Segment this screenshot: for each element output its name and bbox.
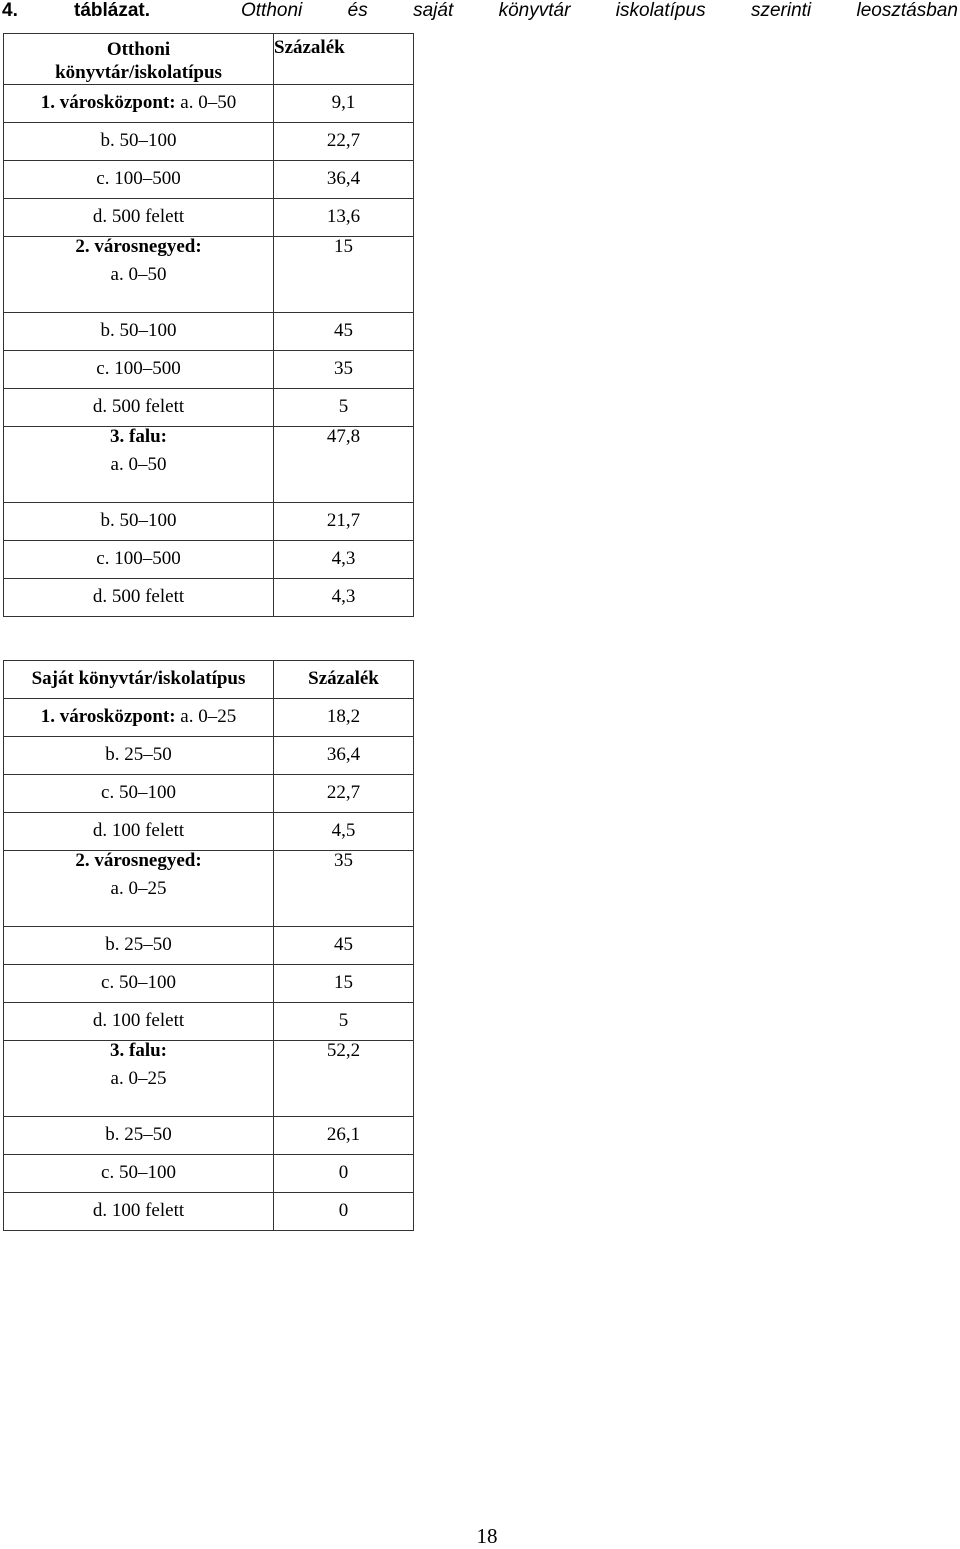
caption-label: táblázat.: [74, 0, 151, 21]
range-label: d. 500 felett: [92, 206, 185, 227]
range-label: d. 500 felett: [92, 396, 185, 417]
row-percent: [274, 85, 414, 123]
row-category: [4, 851, 274, 927]
header-percent: [274, 34, 414, 85]
header-text: Otthoni könyvtár/iskolatípus: [55, 39, 222, 83]
header-category: [4, 34, 274, 85]
table-row: [4, 1041, 414, 1117]
range-label: a. 0–50: [110, 264, 167, 285]
category-text: [4, 813, 273, 840]
table-row: [4, 503, 414, 541]
row-category: [4, 927, 274, 965]
range-label: b. 50–100: [100, 130, 177, 151]
row-percent: [274, 775, 414, 813]
row-category: [4, 161, 274, 199]
row-percent: [274, 161, 414, 199]
row-category: [4, 199, 274, 237]
range-label: a. 0–50: [110, 454, 167, 475]
row-category: [4, 1117, 274, 1155]
range-label: c. 50–100: [101, 1162, 176, 1183]
table-row: [4, 427, 414, 503]
row-percent: [274, 389, 414, 427]
percent-value: 45: [334, 320, 353, 341]
page-number: 18: [476, 1524, 498, 1548]
category-text: [4, 351, 273, 378]
category-text: [4, 503, 273, 530]
range-label: d. 500 felett: [92, 586, 185, 607]
range-label: b. 25–50: [105, 1124, 172, 1145]
row-percent: [274, 699, 414, 737]
row-percent: [274, 965, 414, 1003]
percent-value: 5: [338, 1010, 349, 1031]
row-category: [4, 427, 274, 503]
table-row: [4, 775, 414, 813]
row-category: [4, 237, 274, 313]
group-heading: 1. városközpont:: [40, 706, 176, 727]
percent-value: 5: [338, 396, 349, 417]
percent-value: 47,8: [326, 426, 361, 447]
range-label: c. 100–500: [96, 168, 181, 189]
row-category: [4, 965, 274, 1003]
caption-word: iskolatípus: [615, 0, 706, 21]
percent-value: 9,1: [331, 92, 356, 113]
category-text: [4, 541, 273, 568]
percent-value: 52,2: [326, 1040, 361, 1061]
category-text: [4, 161, 273, 188]
percent-value: 35: [334, 358, 353, 379]
header-text: Saját könyvtár/iskolatípus: [31, 668, 246, 689]
percent-value: 26,1: [326, 1124, 361, 1145]
table-row: [4, 699, 414, 737]
row-category: [4, 737, 274, 775]
row-percent: [274, 351, 414, 389]
table-row: [4, 351, 414, 389]
row-category: [4, 1155, 274, 1193]
row-category: [4, 503, 274, 541]
percent-value: 35: [334, 850, 353, 871]
range-label: d. 100 felett: [92, 1200, 185, 1221]
row-percent: [274, 427, 414, 503]
percent-value: 22,7: [326, 782, 361, 803]
table-row: [4, 965, 414, 1003]
home-library-table: [3, 33, 414, 617]
range-label: a. 0–50: [175, 92, 237, 113]
range-label: b. 25–50: [105, 744, 172, 765]
table-row: [4, 1117, 414, 1155]
percent-value: 15: [334, 236, 353, 257]
table-header-row: [4, 661, 414, 699]
row-category: [4, 1041, 274, 1117]
category-text: [4, 1155, 273, 1182]
range-label: a. 0–25: [110, 878, 167, 899]
range-label: b. 50–100: [100, 510, 177, 531]
caption-word: leosztásban: [856, 0, 958, 21]
category-text: [4, 1193, 273, 1220]
table-row: [4, 813, 414, 851]
category-text: [4, 199, 273, 226]
group-heading: 2. városnegyed:: [75, 850, 202, 871]
row-percent: [274, 123, 414, 161]
caption-word: Otthoni: [241, 0, 303, 21]
category-text: [4, 927, 273, 954]
percent-value: 15: [334, 972, 353, 993]
row-category: [4, 699, 274, 737]
own-library-table-body: [4, 661, 414, 1231]
range-label: c. 50–100: [101, 782, 176, 803]
range-label: b. 50–100: [100, 320, 177, 341]
table-row: [4, 579, 414, 617]
caption-word: és: [347, 0, 368, 21]
table-row: [4, 123, 414, 161]
row-percent: [274, 541, 414, 579]
category-text: [4, 313, 273, 340]
category-text: [75, 850, 201, 899]
caption-title: [241, 0, 958, 22]
group-heading: 1. városközpont:: [40, 92, 176, 113]
percent-value: 21,7: [326, 510, 361, 531]
category-text: [75, 236, 201, 285]
row-category: [4, 1003, 274, 1041]
row-category: [4, 351, 274, 389]
caption-word: könyvtár: [498, 0, 571, 21]
table-row: [4, 851, 414, 927]
row-percent: [274, 237, 414, 313]
caption-word: saját: [413, 0, 454, 21]
table-row: [4, 1193, 414, 1231]
header-text: Százalék: [308, 668, 379, 689]
category-text: [4, 737, 273, 764]
row-category: [4, 541, 274, 579]
percent-value: 18,2: [326, 706, 361, 727]
own-library-table: [3, 660, 414, 1231]
row-category: [4, 123, 274, 161]
percent-value: 4,5: [331, 820, 356, 841]
header-category: [4, 661, 274, 699]
group-heading: 2. városnegyed:: [75, 236, 202, 257]
table-row: [4, 161, 414, 199]
percent-value: 45: [334, 934, 353, 955]
range-label: a. 0–25: [110, 1068, 167, 1089]
header-percent: [274, 661, 414, 699]
row-percent: [274, 1003, 414, 1041]
range-label: d. 100 felett: [92, 1010, 185, 1031]
category-text: [4, 85, 273, 112]
category-text: [4, 123, 273, 150]
row-percent: [274, 1117, 414, 1155]
category-text: [110, 1040, 167, 1089]
row-category: [4, 579, 274, 617]
table-row: [4, 541, 414, 579]
table-row: [4, 737, 414, 775]
percent-value: 0: [338, 1162, 349, 1183]
row-percent: [274, 851, 414, 927]
header-text: Százalék: [274, 37, 345, 58]
row-percent: [274, 313, 414, 351]
row-percent: [274, 503, 414, 541]
range-label: c. 50–100: [101, 972, 176, 993]
row-category: [4, 313, 274, 351]
caption-word: szerinti: [750, 0, 812, 21]
row-percent: [274, 1193, 414, 1231]
table-row: [4, 389, 414, 427]
category-text: [4, 699, 273, 726]
percent-value: 4,3: [331, 548, 356, 569]
percent-value: 36,4: [326, 168, 361, 189]
table-row: [4, 85, 414, 123]
category-text: [4, 579, 273, 606]
table-row: [4, 927, 414, 965]
group-heading: 3. falu:: [110, 1040, 167, 1061]
percent-value: 4,3: [331, 586, 356, 607]
row-category: [4, 85, 274, 123]
percent-value: 0: [338, 1200, 349, 1221]
table-row: [4, 1155, 414, 1193]
row-percent: [274, 579, 414, 617]
range-label: a. 0–25: [175, 706, 237, 727]
percent-value: 22,7: [326, 130, 361, 151]
category-text: [4, 965, 273, 992]
category-text: [4, 775, 273, 802]
table-caption: [0, 0, 960, 22]
row-percent: [274, 927, 414, 965]
table-row: [4, 1003, 414, 1041]
row-percent: [274, 737, 414, 775]
caption-number: 4.: [2, 0, 18, 21]
category-text: [4, 1117, 273, 1144]
table-row: [4, 237, 414, 313]
row-category: [4, 1193, 274, 1231]
category-text: [4, 1003, 273, 1030]
group-heading: 3. falu:: [110, 426, 167, 447]
range-label: b. 25–50: [105, 934, 172, 955]
range-label: c. 100–500: [96, 358, 181, 379]
row-percent: [274, 1155, 414, 1193]
category-text: [110, 426, 167, 475]
percent-value: 13,6: [326, 206, 361, 227]
range-label: d. 100 felett: [92, 820, 185, 841]
row-percent: [274, 1041, 414, 1117]
range-label: c. 100–500: [96, 548, 181, 569]
row-category: [4, 813, 274, 851]
home-library-table-body: [4, 34, 414, 617]
table-header-row: [4, 34, 414, 85]
row-category: [4, 389, 274, 427]
table-row: [4, 313, 414, 351]
row-percent: [274, 813, 414, 851]
table-row: [4, 199, 414, 237]
row-percent: [274, 199, 414, 237]
row-category: [4, 775, 274, 813]
category-text: [4, 389, 273, 416]
percent-value: 36,4: [326, 744, 361, 765]
